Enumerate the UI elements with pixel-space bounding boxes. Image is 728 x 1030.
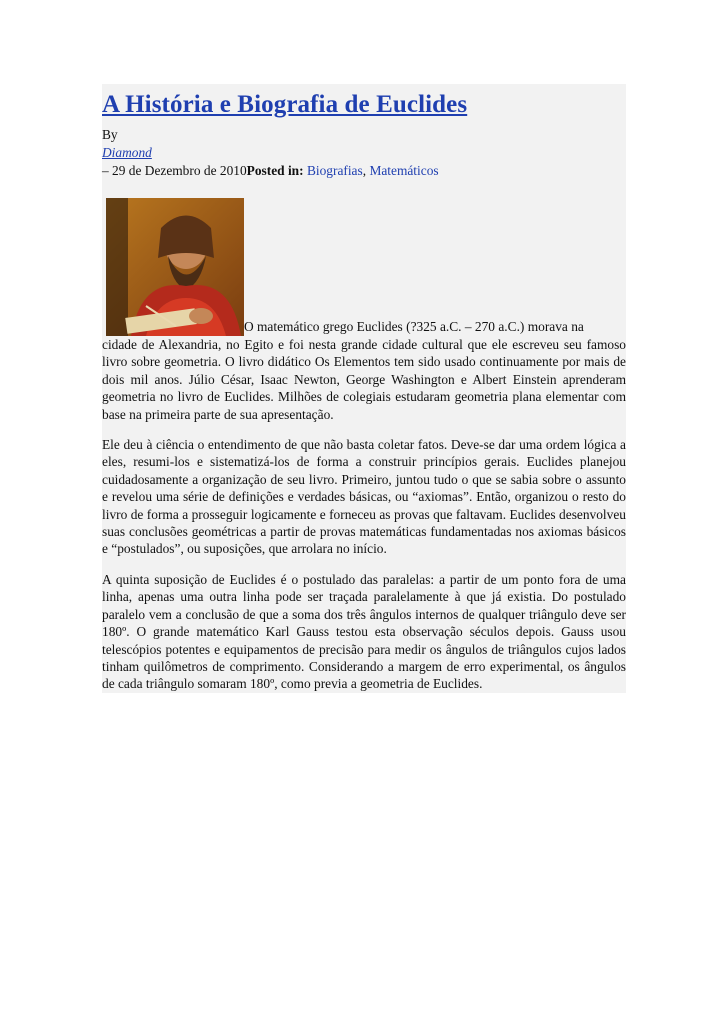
post-date: – 29 de Dezembro de 2010 — [102, 163, 247, 178]
posted-in-label: Posted in: — [246, 163, 304, 178]
euclid-portrait-icon — [106, 198, 244, 336]
paragraph-3: A quinta suposição de Euclides é o postulado das paralelas: a partir de um ponto fora de uma linha, apenas uma outra linha pode ser traçada paralelamente à que já existia. Do postulado paralelo vem a conclusão de que a soma dos três ângulos internos de qualquer triângulo deve ser 180º. O grande matemático Karl Gauss testou esta observação séculos depois. Gauss usou telescópios potentes e equipamentos de precisão para medir os ângulos de triângulos cujos lados tinham quilômetros de comprimento. Considerando a margem de erro experimental, os ângulos de cada triângulo somaram 180º, como previa a geometria de Euclides. — [102, 571, 626, 692]
category-link-biografias[interactable]: Biografias — [306, 163, 363, 178]
author-link[interactable]: Diamond — [102, 145, 152, 160]
paragraph-gap — [102, 558, 626, 571]
article-meta — [102, 126, 626, 180]
paragraph-1: cidade de Alexandria, no Egito e foi nesta grande cidade cultural que ele escreveu seu famoso livro sobre geometria. O livro didático Os Elementos tem sido usado continuamente por mais de dois mil anos. Júlio César, Isaac Newton, George Washington e Albert Einstein aprenderam geometria no livro de Euclides. Milhões de colegiais estudaram geometria plana elementar com base na primeira parte de sua apresentação. — [102, 337, 626, 422]
category-separator: , — [362, 163, 367, 178]
article — [102, 84, 626, 693]
post-info — [102, 162, 626, 180]
paragraph-gap — [102, 423, 626, 436]
category-link-matematicos[interactable]: Matemáticos — [369, 163, 439, 178]
article-title[interactable]: A História e Biografia de Euclides — [102, 84, 626, 126]
paragraph-2: Ele deu à ciência o entendimento de que não basta coletar fatos. Deve-se dar uma ordem lógica a eles, resumi-los e sistematizá-los de forma a construir princípios gerais. Euclides planejou cuidadosamente a organização de seu livro. Primeiro, juntou tudo o que se sabia sobre o assunto e revelou uma série de definições e verdades básicas, ou “axiomas”. Então, organizou o resto do livro de forma a prosseguir logicamente e forneceu as provas que faltavam. Euclides desenvolveu suas conclusões geométricas a partir de provas matemáticas fundamentadas nos axiomas básicos e “postulados”, ou suposições, que arrolara no início. — [102, 437, 626, 557]
spacer — [102, 180, 626, 198]
paragraph1-lead: O matemático grego Euclides (?325 a.C. – 270 a.C.) morava na — [244, 319, 584, 334]
byline: By — [102, 127, 118, 142]
figure-row — [102, 198, 626, 336]
